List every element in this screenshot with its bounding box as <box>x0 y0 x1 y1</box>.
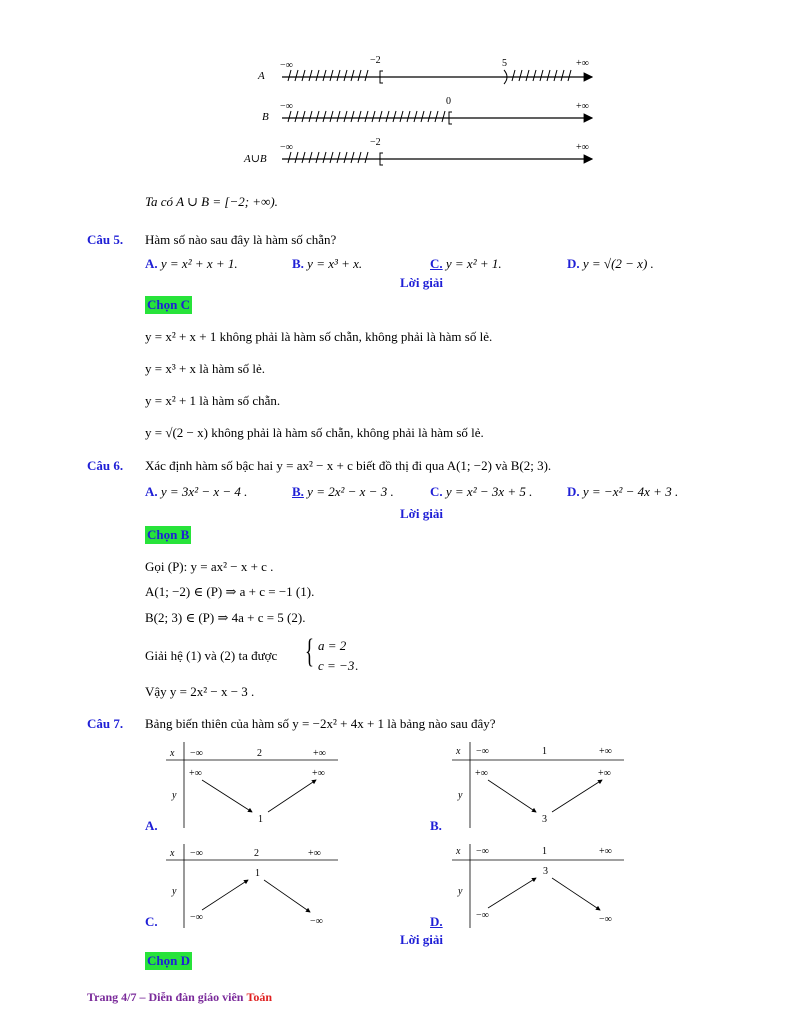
q6-line-3: B(2; 3) ∈ (P) ⇒ 4a + c = 5 (2). <box>145 610 306 625</box>
set-b-hatch <box>288 111 445 122</box>
q5-label: Câu 5. <box>87 232 124 247</box>
q4-conclusion: Ta có A ∪ B = [−2; +∞). <box>145 194 278 209</box>
q7-table-a-x-neg-inf: −∞ <box>190 748 203 759</box>
q7-table-c-arrow-up <box>202 880 248 910</box>
q7-table-a-arrow-down <box>202 780 252 812</box>
q7-table-a-x-pos-inf: +∞ <box>313 748 326 759</box>
q5-line-1: y = x² + x + 1 không phải là hàm số chẵn, không phải là hàm số lẻ. <box>145 329 493 344</box>
q7-table-c-x-label: x <box>170 848 175 859</box>
q6-question: Xác định hàm số bậc hai y = ax² − x + c biết đồ thị đi qua A(1; −2) và B(2; 3). <box>145 458 552 473</box>
q7-answer: Chọn D <box>147 953 190 968</box>
q7-table-d-y-label: y <box>458 886 463 897</box>
set-a-hatch-right <box>512 70 571 81</box>
set-a-tick-neg-inf: −∞ <box>280 60 293 71</box>
q7-table-c[interactable] <box>160 840 340 930</box>
q6-line-1: Gọi (P): y = ax² − x + c . <box>145 559 274 574</box>
q6-line-2: A(1; −2) ∈ (P) ⇒ a + c = −1 (1). <box>145 584 315 599</box>
q6-system-intro: Giải hệ (1) và (2) ta được <box>145 648 278 663</box>
q7-table-b-x-pos-inf: +∞ <box>599 746 612 757</box>
q7-table-c-y-right: −∞ <box>310 916 323 927</box>
q5-line-3: y = x² + 1 là hàm số chẵn. <box>145 393 281 408</box>
q6-system-brace: { <box>305 633 314 670</box>
set-union-tick-minus2: −2 <box>370 137 381 148</box>
q7-table-d-y-middle: 3 <box>543 866 548 877</box>
footer-subject: Toán <box>246 990 273 1004</box>
number-line-figure <box>240 52 610 172</box>
q7-table-d[interactable] <box>446 840 626 930</box>
set-a-tick-5: 5 <box>502 58 507 69</box>
q7-table-a-y-right: +∞ <box>312 768 325 779</box>
set-union-tick-pos-inf: +∞ <box>576 142 589 153</box>
q6-solution-title: Lời giải <box>400 506 443 521</box>
set-union-tick-neg-inf: −∞ <box>280 142 293 153</box>
q5-line-4: y = √(2 − x) không phải là hàm số chẵn, không phải là hàm số lẻ. <box>145 425 484 440</box>
q6-option-b[interactable]: B. y = 2x² − x − 3 . <box>292 484 394 499</box>
q7-table-c-x-pos-inf: +∞ <box>308 848 321 859</box>
q5-option-a[interactable]: A. y = x² + x + 1. <box>145 256 238 271</box>
q7-table-b-y-left: +∞ <box>475 768 488 779</box>
q7-table-c-x-neg-inf: −∞ <box>190 848 203 859</box>
q7-question: Bảng biến thiên của hàm số y = −2x² + 4x + 1 là bảng nào sau đây? <box>145 716 496 731</box>
q7-table-d-arrow-up <box>488 878 536 908</box>
q6-answer: Chọn B <box>147 527 190 542</box>
q7-table-a-y-left: +∞ <box>189 768 202 779</box>
set-a-label: A <box>258 70 265 82</box>
q5-line-2: y = x³ + x là hàm số lẻ. <box>145 361 266 376</box>
set-union-label: A∪B <box>244 153 267 165</box>
q7-table-d-x-neg-inf: −∞ <box>476 846 489 857</box>
q7-table-d-x-pos-inf: +∞ <box>599 846 612 857</box>
q7-table-b-y-label: y <box>458 790 463 801</box>
set-a-tick-minus2: −2 <box>370 55 381 66</box>
q7-table-c-x-vertex: 2 <box>254 848 259 859</box>
q6-conclusion: Vậy y = 2x² − x − 3 . <box>145 684 255 699</box>
set-b-tick-neg-inf: −∞ <box>280 101 293 112</box>
q7-table-b-x-vertex: 1 <box>542 746 547 757</box>
footer-page: Trang 4/7 – Diễn đàn giáo viên <box>87 990 244 1004</box>
q7-table-b-arrow-down <box>488 780 536 812</box>
q6-system-line-2: c = −3 <box>318 658 355 673</box>
set-a-hatch-left <box>288 70 368 81</box>
q7-table-c-y-left: −∞ <box>190 912 203 923</box>
q7-table-c-y-label: y <box>172 886 177 897</box>
set-b-tick-0: 0 <box>446 96 451 107</box>
q7-option-d-letter[interactable]: D. <box>430 914 443 929</box>
q7-table-b-x-neg-inf: −∞ <box>476 746 489 757</box>
q7-table-a-y-label: y <box>172 790 177 801</box>
q7-table-d-y-right: −∞ <box>599 914 612 925</box>
set-a-tick-pos-inf: +∞ <box>576 58 589 69</box>
q7-table-a-x-vertex: 2 <box>257 748 262 759</box>
q7-option-a-letter[interactable]: A. <box>145 818 158 833</box>
q7-table-a[interactable] <box>160 738 340 828</box>
q7-table-d-arrow-down <box>552 878 600 910</box>
set-b-label: B <box>262 111 269 123</box>
q7-table-d-x-label: x <box>456 846 461 857</box>
q5-question: Hàm số nào sau đây là hàm số chẵn? <box>145 232 337 247</box>
q5-option-c[interactable]: C. y = x² + 1. <box>430 256 502 271</box>
q6-option-c[interactable]: C. y = x² − 3x + 5 . <box>430 484 533 499</box>
q7-table-c-arrow-down <box>264 880 310 912</box>
q5-option-d[interactable]: D. y = √(2 − x) . <box>567 256 654 271</box>
page-footer <box>87 990 272 1005</box>
q7-table-c-y-middle: 1 <box>255 868 260 879</box>
set-b-tick-pos-inf: +∞ <box>576 101 589 112</box>
q7-option-c-letter[interactable]: C. <box>145 914 158 929</box>
q7-table-a-arrow-up <box>268 780 316 812</box>
q7-table-b-y-middle: 3 <box>542 814 547 825</box>
q6-system-line-1: a = 2 <box>318 638 347 653</box>
q7-table-d-y-left: −∞ <box>476 910 489 921</box>
q6-option-d[interactable]: D. y = −x² − 4x + 3 . <box>567 484 679 499</box>
q7-option-b-letter[interactable]: B. <box>430 818 442 833</box>
q7-table-a-x-label: x <box>170 748 175 759</box>
q7-table-b[interactable] <box>446 738 626 828</box>
q5-answer: Chọn C <box>147 297 190 312</box>
q7-table-a-y-middle: 1 <box>258 814 263 825</box>
set-union-hatch <box>288 152 368 163</box>
q5-solution-title: Lời giải <box>400 275 443 290</box>
q7-table-b-x-label: x <box>456 746 461 757</box>
q7-table-b-y-right: +∞ <box>598 768 611 779</box>
q7-table-b-arrow-up <box>552 780 602 812</box>
q7-label: Câu 7. <box>87 716 124 731</box>
q6-option-a[interactable]: A. y = 3x² − x − 4 . <box>145 484 248 499</box>
q7-solution-title: Lời giải <box>400 932 443 947</box>
q6-system-dot: . <box>355 658 359 673</box>
q7-table-d-x-vertex: 1 <box>542 846 547 857</box>
q5-option-b[interactable]: B. y = x³ + x. <box>292 256 363 271</box>
q6-label: Câu 6. <box>87 458 124 473</box>
